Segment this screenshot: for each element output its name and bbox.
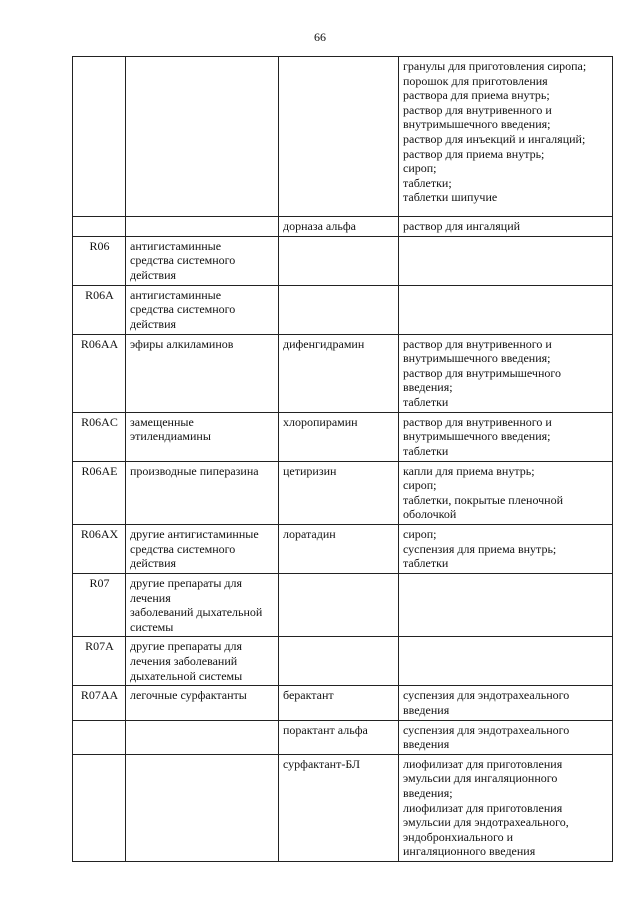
group-name-line: средства системного bbox=[130, 302, 236, 317]
dosage-form-line: внутримышечного введения; bbox=[403, 117, 551, 132]
inn-cell bbox=[279, 754, 399, 861]
atc-code: R06AA bbox=[80, 336, 119, 351]
table-row bbox=[73, 412, 613, 461]
dosage-form-line: суспензия для эндотрахеального bbox=[403, 688, 570, 703]
table-row bbox=[73, 754, 613, 861]
dosage-form-line: таблетки; bbox=[403, 175, 452, 190]
inn-cell bbox=[279, 217, 399, 237]
atc-code: R06 bbox=[89, 238, 110, 253]
inn-cell bbox=[279, 686, 399, 720]
dosage-form-line: эмульсии для эндотрахеального, bbox=[403, 815, 569, 830]
dosage-forms-cell bbox=[399, 412, 613, 461]
table-row bbox=[73, 461, 613, 524]
atc-code-cell bbox=[73, 412, 126, 461]
inn-name: цетиризин bbox=[283, 463, 337, 478]
group-name-line: производные пиперазина bbox=[130, 463, 259, 478]
atc-code-cell bbox=[73, 754, 126, 861]
group-name-cell bbox=[126, 524, 279, 573]
dosage-forms-cell bbox=[399, 720, 613, 754]
dosage-forms-cell bbox=[399, 524, 613, 573]
inn-cell bbox=[279, 412, 399, 461]
inn-cell bbox=[279, 573, 399, 636]
inn-name: дорназа альфа bbox=[283, 219, 356, 233]
dosage-form-line: раствор для инъекций и ингаляций; bbox=[403, 131, 586, 146]
dosage-form-line: эмульсии для ингаляционного bbox=[403, 771, 558, 786]
group-name-cell bbox=[126, 412, 279, 461]
atc-code-cell bbox=[73, 217, 126, 237]
table-row bbox=[73, 57, 613, 217]
inn-cell bbox=[279, 461, 399, 524]
atc-code-cell bbox=[73, 637, 126, 686]
inn-cell bbox=[279, 334, 399, 412]
group-name-line: действия bbox=[130, 556, 177, 571]
table-row bbox=[73, 334, 613, 412]
dosage-form-line: лиофилизат для приготовления bbox=[403, 756, 563, 771]
dosage-form-line: суспензия для эндотрахеального bbox=[403, 722, 570, 737]
group-name-line: антигистаминные bbox=[130, 238, 222, 253]
dosage-form-line: гранулы для приготовления сиропа; bbox=[403, 59, 587, 73]
group-name-cell bbox=[126, 686, 279, 720]
dosage-form-line: введения bbox=[403, 702, 450, 717]
table-row bbox=[73, 524, 613, 573]
dosage-forms-cell bbox=[399, 637, 613, 686]
dosage-forms-cell bbox=[399, 573, 613, 636]
dosage-form-line: оболочкой bbox=[403, 507, 457, 522]
dosage-form-line: введения bbox=[403, 737, 450, 752]
dosage-form-line: внутримышечного введения; bbox=[403, 429, 551, 444]
inn-cell bbox=[279, 57, 399, 217]
table-row bbox=[73, 236, 613, 285]
dosage-form-line: сироп; bbox=[403, 161, 437, 176]
group-name-cell bbox=[126, 217, 279, 237]
dosage-form-line: раствор для внутривенного и bbox=[403, 102, 552, 117]
group-name-line: средства системного bbox=[130, 253, 236, 268]
inn-name: берактант bbox=[283, 688, 334, 703]
group-name-cell bbox=[126, 461, 279, 524]
group-name-line: антигистаминные bbox=[130, 287, 222, 302]
group-name-line: лечения заболеваний bbox=[130, 653, 238, 668]
dosage-forms-cell bbox=[399, 461, 613, 524]
group-name-cell bbox=[126, 754, 279, 861]
dosage-form-line: суспензия для приема внутрь; bbox=[403, 541, 557, 556]
inn-name: сурфактант-БЛ bbox=[283, 756, 361, 771]
group-name-cell bbox=[126, 57, 279, 217]
group-name-cell bbox=[126, 720, 279, 754]
dosage-forms-cell bbox=[399, 57, 613, 217]
group-name-line: другие антигистаминные bbox=[130, 526, 259, 541]
dosage-form-line: эндобронхиального и bbox=[403, 829, 513, 844]
inn-name: хлоропирамин bbox=[283, 414, 358, 429]
dosage-forms-cell bbox=[399, 686, 613, 720]
group-name-cell bbox=[126, 285, 279, 334]
atc-code-cell bbox=[73, 461, 126, 524]
dosage-form-line: таблетки bbox=[403, 556, 449, 571]
atc-code-cell bbox=[73, 524, 126, 573]
inn-cell bbox=[279, 524, 399, 573]
group-name-line: замещенные bbox=[130, 414, 194, 429]
group-name-line: действия bbox=[130, 267, 177, 282]
atc-code-cell bbox=[73, 573, 126, 636]
dosage-form-line: лиофилизат для приготовления bbox=[403, 800, 563, 815]
atc-code: R07A bbox=[85, 639, 114, 654]
atc-code-cell bbox=[73, 236, 126, 285]
dosage-form-line: сироп; bbox=[403, 478, 437, 493]
dosage-form-line: внутримышечного введения; bbox=[403, 351, 551, 366]
dosage-forms-cell bbox=[399, 285, 613, 334]
table-row bbox=[73, 686, 613, 720]
atc-code-cell bbox=[73, 334, 126, 412]
dosage-form-line: таблетки шипучие bbox=[403, 190, 498, 205]
inn-cell bbox=[279, 285, 399, 334]
group-name-cell bbox=[126, 334, 279, 412]
table-row bbox=[73, 720, 613, 754]
dosage-forms-cell bbox=[399, 236, 613, 285]
dosage-form-line: ингаляционного введения bbox=[403, 844, 536, 859]
group-name-line: другие препараты для bbox=[130, 575, 243, 590]
group-name-line: лечения bbox=[130, 590, 171, 605]
group-name-line: заболеваний дыхательной bbox=[130, 605, 263, 620]
dosage-form-line: таблетки bbox=[403, 394, 449, 409]
group-name-line: дыхательной системы bbox=[130, 668, 243, 683]
dosage-form-line: раствор для внутривенного и bbox=[403, 336, 552, 351]
dosage-form-line: раствор для ингаляций bbox=[403, 219, 521, 233]
atc-code: R06AX bbox=[80, 526, 119, 541]
group-name-cell bbox=[126, 236, 279, 285]
group-name-line: другие препараты для bbox=[130, 639, 243, 654]
inn-cell bbox=[279, 720, 399, 754]
group-name-line: действия bbox=[130, 316, 177, 331]
atc-code-cell bbox=[73, 57, 126, 217]
group-name-line: этилендиамины bbox=[130, 429, 211, 444]
atc-code: R06A bbox=[85, 287, 114, 302]
group-name-line: эфиры алкиламинов bbox=[130, 336, 234, 351]
dosage-form-line: раствор для внутримышечного bbox=[403, 365, 561, 380]
dosage-form-line: порошок для приготовления bbox=[403, 73, 548, 88]
dosage-forms-cell bbox=[399, 334, 613, 412]
dosage-form-line: введения; bbox=[403, 380, 453, 395]
inn-name: порактант альфа bbox=[283, 722, 368, 737]
dosage-form-line: раствор для приема внутрь; bbox=[403, 146, 545, 161]
atc-code-cell bbox=[73, 686, 126, 720]
table-row bbox=[73, 573, 613, 636]
table-row bbox=[73, 217, 613, 237]
group-name-line: легочные сурфактанты bbox=[130, 688, 247, 703]
atc-code: R07 bbox=[89, 575, 110, 590]
drug-table bbox=[72, 56, 613, 862]
atc-code: R06AE bbox=[81, 463, 118, 478]
atc-code: R07AA bbox=[80, 688, 119, 703]
dosage-forms-cell bbox=[399, 754, 613, 861]
inn-cell bbox=[279, 637, 399, 686]
dosage-forms-cell bbox=[399, 217, 613, 237]
table-row bbox=[73, 285, 613, 334]
dosage-form-line: раствора для приема внутрь; bbox=[403, 88, 550, 103]
dosage-form-line: таблетки, покрытые пленочной bbox=[403, 492, 564, 507]
inn-name: лоратадин bbox=[283, 526, 336, 541]
atc-code-cell bbox=[73, 285, 126, 334]
group-name-line: системы bbox=[130, 619, 174, 634]
dosage-form-line: сироп; bbox=[403, 526, 437, 541]
group-name-cell bbox=[126, 637, 279, 686]
page-number: 66 bbox=[314, 30, 326, 44]
group-name-line: средства системного bbox=[130, 541, 236, 556]
dosage-form-line: таблетки bbox=[403, 443, 449, 458]
dosage-form-line: капли для приема внутрь; bbox=[403, 463, 535, 478]
group-name-cell bbox=[126, 573, 279, 636]
inn-cell bbox=[279, 236, 399, 285]
table-row bbox=[73, 637, 613, 686]
dosage-form-line: введения; bbox=[403, 785, 453, 800]
dosage-form-line: раствор для внутривенного и bbox=[403, 414, 552, 429]
atc-code-cell bbox=[73, 720, 126, 754]
inn-name: дифенгидрамин bbox=[283, 336, 365, 351]
atc-code: R06AC bbox=[81, 414, 118, 429]
